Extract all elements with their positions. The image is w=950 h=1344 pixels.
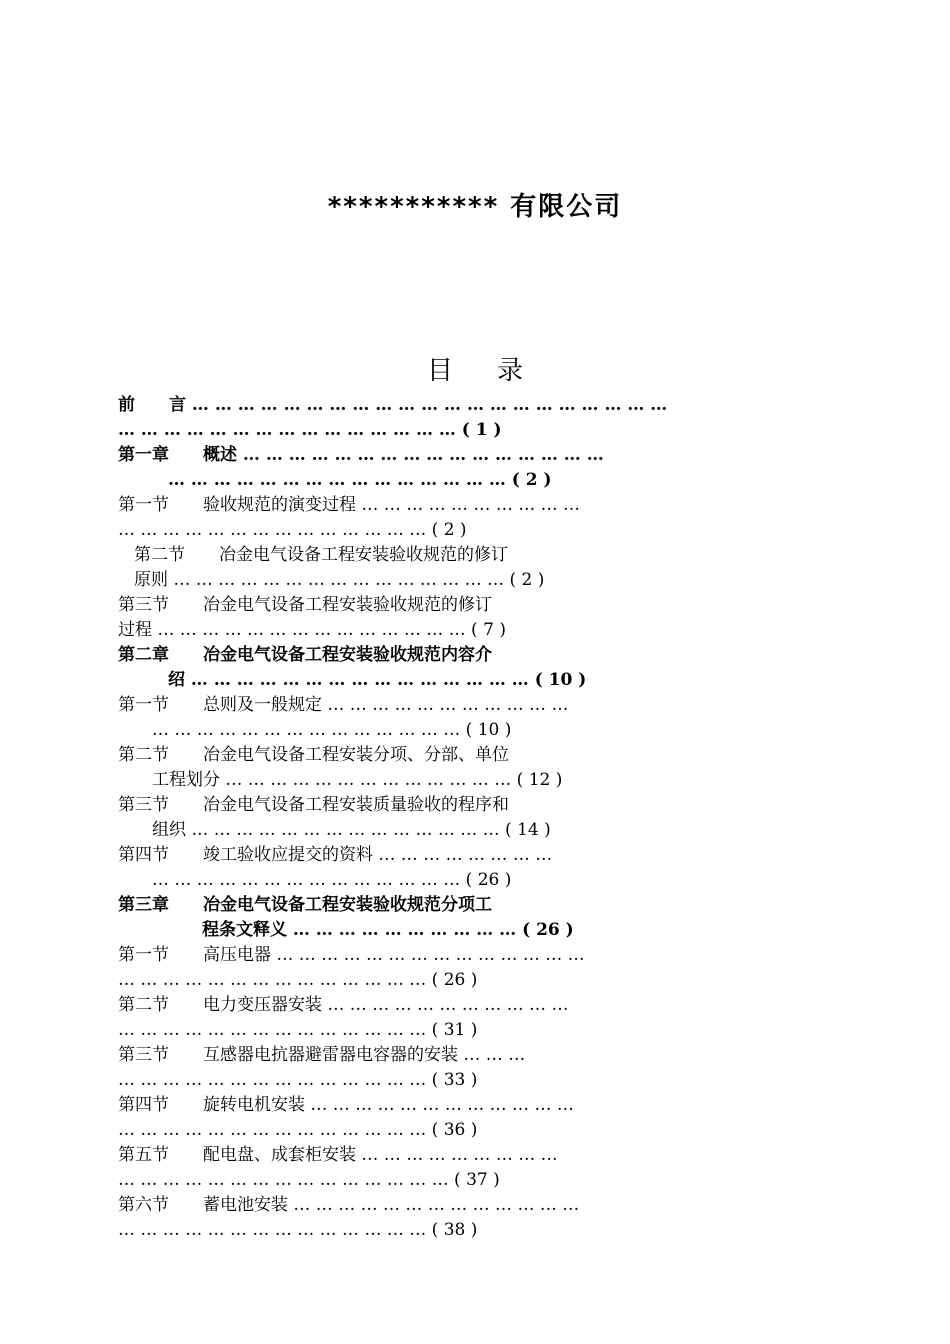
- toc-entry-page-line: 组织 … … … … … … … … … … … … … … ( 14 ): [152, 820, 551, 840]
- toc-entry-title-line: 第三节 冶金电气设备工程安装验收规范的修订: [118, 595, 492, 615]
- toc-entry-page-line: … … … … … … … … … … … … … … ( 26 ): [152, 870, 512, 890]
- toc-entry[interactable]: [118, 393, 842, 443]
- toc-entry-page-line: … … … … … … … … … … … … … … ( 26 ): [118, 970, 478, 990]
- toc-entry-page-line: … … … … … … … … … … … … … … … ( 1 ): [118, 420, 502, 440]
- toc-entry-title-line: 第五节 配电盘、成套柜安装 … … … … … … … … …: [118, 1145, 558, 1165]
- table-of-contents: [118, 393, 842, 1243]
- toc-entry[interactable]: [118, 793, 842, 843]
- toc-entry-title-line: 第六节 蓄电池安装 … … … … … … … … … … … … …: [118, 1195, 580, 1215]
- toc-entry-page-line: 绍 … … … … … … … … … … … … … … … ( 10 ): [168, 670, 587, 690]
- toc-title: 目录: [426, 356, 567, 386]
- toc-entry-title-line: 第一节 总则及一般规定 … … … … … … … … … … …: [118, 695, 569, 715]
- toc-entry-title-line: 第二节 冶金电气设备工程安装分项、分部、单位: [118, 745, 509, 765]
- toc-entry[interactable]: [118, 843, 842, 893]
- toc-entry[interactable]: [118, 943, 842, 993]
- toc-entry-title-line: 第三节 冶金电气设备工程安装质量验收的程序和: [118, 795, 509, 815]
- toc-entry-title-line: 第一节 高压电器 … … … … … … … … … … … … … …: [118, 945, 585, 965]
- toc-entry-page-line: 工程划分 … … … … … … … … … … … … … ( 12 ): [152, 770, 563, 790]
- toc-entry[interactable]: [118, 743, 842, 793]
- toc-entry-title-line: 第四节 竣工验收应提交的资料 … … … … … … … …: [118, 845, 553, 865]
- toc-entry-title-line: 第二节 电力变压器安装 … … … … … … … … … … …: [118, 995, 569, 1015]
- toc-entry-page-line: … … … … … … … … … … … … … … … ( 37 ): [118, 1170, 500, 1190]
- toc-entry-title-line: 第三节 互感器电抗器避雷器电容器的安装 … … …: [118, 1045, 526, 1065]
- company-name: *********** 有限公司: [327, 192, 623, 222]
- toc-entry-page-line: 过程 … … … … … … … … … … … … … … ( 7 ): [118, 620, 506, 640]
- toc-entry-title-line: 第三章 冶金电气设备工程安装验收规范分项工: [118, 895, 492, 915]
- toc-entry-page-line: 原则 … … … … … … … … … … … … … … … ( 2 ): [134, 570, 545, 590]
- toc-entry[interactable]: [118, 1093, 842, 1143]
- toc-entry-title-line: 第一节 验收规范的演变过程 … … … … … … … … … …: [118, 495, 581, 515]
- toc-entry[interactable]: [118, 1043, 842, 1093]
- toc-entry[interactable]: [118, 893, 842, 943]
- toc-entry[interactable]: [118, 1143, 842, 1193]
- toc-entry[interactable]: [118, 1193, 842, 1243]
- toc-entry-page-line: … … … … … … … … … … … … … … ( 36 ): [118, 1120, 478, 1140]
- toc-entry-page-line: … … … … … … … … … … … … … … ( 38 ): [118, 1220, 478, 1240]
- toc-entry-title-line: 第二节 冶金电气设备工程安装验收规范的修订: [134, 545, 508, 565]
- toc-entry-page-line: … … … … … … … … … … … … … … … ( 2 ): [168, 470, 552, 490]
- toc-entry-page-line: … … … … … … … … … … … … … … ( 10 ): [152, 720, 512, 740]
- toc-entry[interactable]: [118, 993, 842, 1043]
- toc-entry[interactable]: [118, 443, 842, 493]
- toc-entry-title-line: 前 言 … … … … … … … … … … … … … … … … … … … … …: [118, 395, 668, 415]
- toc-entry[interactable]: [118, 643, 842, 693]
- toc-entry[interactable]: [118, 543, 842, 593]
- toc-entry-page-line: 程条文释义 … … … … … … … … … … ( 26 ): [202, 920, 574, 940]
- toc-entry[interactable]: [118, 493, 842, 543]
- toc-entry[interactable]: [118, 693, 842, 743]
- toc-entry-page-line: … … … … … … … … … … … … … … ( 33 ): [118, 1070, 478, 1090]
- toc-entry-title-line: 第四节 旋转电机安装 … … … … … … … … … … … …: [118, 1095, 574, 1115]
- toc-entry[interactable]: [118, 593, 842, 643]
- toc-entry-title-line: 第二章 冶金电气设备工程安装验收规范内容介: [118, 645, 492, 665]
- toc-entry-page-line: … … … … … … … … … … … … … … ( 2 ): [118, 520, 467, 540]
- toc-entry-page-line: … … … … … … … … … … … … … … ( 31 ): [118, 1020, 478, 1040]
- toc-entry-title-line: 第一章 概述 … … … … … … … … … … … … … … … …: [118, 445, 604, 465]
